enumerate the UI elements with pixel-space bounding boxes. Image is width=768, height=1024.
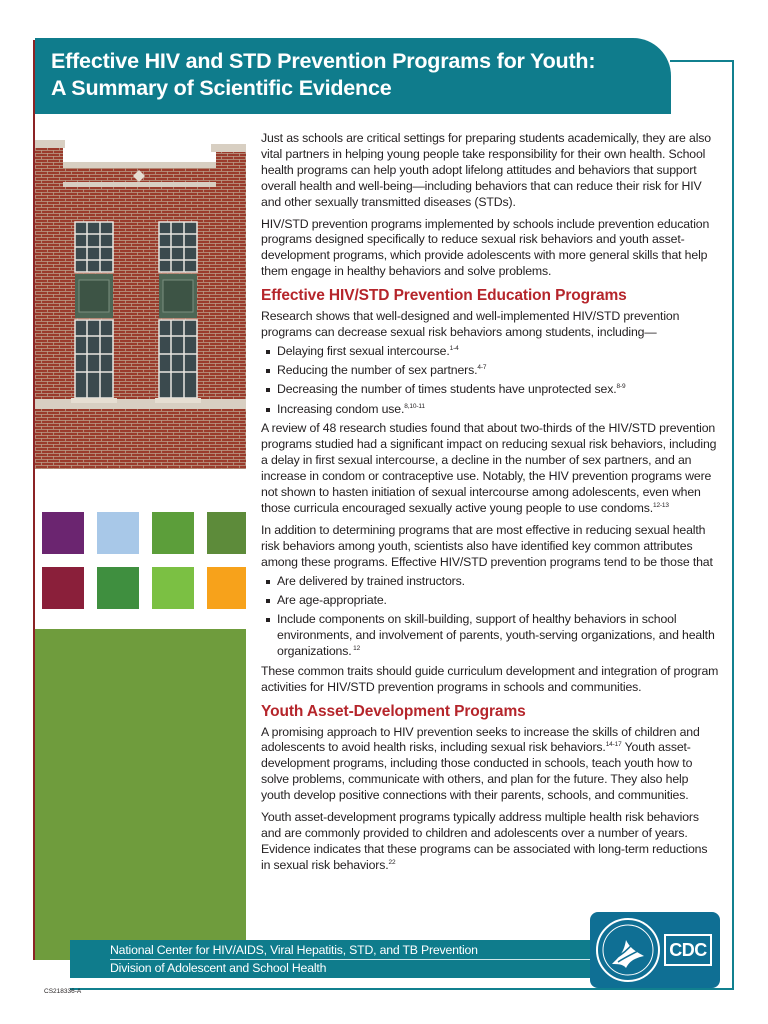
document-code: CS218336-A xyxy=(44,988,82,995)
closing-paragraph: These common traits should guide curriculum development and integration of program activities for HIV/STD prevention programs in schools and communities. xyxy=(261,663,719,694)
page-title xyxy=(51,48,595,102)
list-item: Are delivered by trained instructors. xyxy=(261,574,719,590)
swatch-8 xyxy=(207,567,246,609)
swatch-5 xyxy=(42,567,84,609)
section-heading-education: Effective HIV/STD Prevention Education Programs xyxy=(261,287,627,305)
list-item: Include components on skill-building, support of healthy behaviors in school environments, and involvement of parents, youth-serving organizations, and health organizations. $^{12}$ xyxy=(261,612,719,660)
footer-division-name: Division of Adolescent and School Health xyxy=(110,961,327,975)
header-banner xyxy=(35,38,671,114)
cdc-logo-text: CDC xyxy=(669,940,707,960)
swatch-4 xyxy=(207,512,246,554)
list-item: Decreasing the number of times students have unprotected sex.$^{8-9}$ xyxy=(261,382,719,398)
section1-lead: Research shows that well-designed and well-implemented HIV/STD prevention programs can decrease sexual risk behaviors among students, including— xyxy=(261,309,680,340)
article-body xyxy=(261,131,719,880)
list-item: Reducing the number of sex partners.$^{4-7}$ xyxy=(261,363,719,379)
youth-asset-paragraph-2: Youth asset-development programs typically address multiple health risk behaviors and are commonly provided to children and adolescents over a number of years. Evidence indicates that these programs can be associated with long-term reductions in sexual risk behaviors.$^{22}$ xyxy=(261,810,708,872)
list-item: Delaying first sexual intercourse.$^{1-4}$ xyxy=(261,344,719,360)
list-item: Increasing condom use.$^{8,10-11}$ xyxy=(261,402,719,418)
intro-paragraph-2: HIV/STD prevention programs implemented by schools include prevention education programs designed specifically to reduce sexual risk behaviors and youth asset-development programs, which provide adolescents with more general skills that help them engage in healthy behaviors and solve problems. xyxy=(261,216,710,279)
section-heading-youth-asset: Youth Asset-Development Programs xyxy=(261,702,526,720)
attributes-list xyxy=(261,574,719,660)
frame-line-bottom xyxy=(70,988,734,990)
school-building-photo xyxy=(35,114,246,469)
list-item: Are age-appropriate. xyxy=(261,593,719,609)
cdc-logo-block xyxy=(590,912,720,988)
left-sidebar xyxy=(35,114,246,960)
frame-line-right xyxy=(732,60,734,990)
footer-bar xyxy=(70,940,590,978)
attributes-paragraph: In addition to determining programs that are most effective in reducing sexual health risk behaviors among youth, scientists also have identified key common attributes among these programs. Effective HIV/STD prevention programs tend to be those that xyxy=(261,522,713,569)
youth-asset-paragraph-1: A promising approach to HIV prevention seeks to increase the skills of children and adolescents to avoid health risks, including sexual risk behaviors.$^{14-17}$ Youth asset-development programs, including those conducted in schools, teach youth how to solve problems, communicate with others, and plan for the future. They also help youth develop positive connections with their parents, schools, and communities. xyxy=(261,724,700,803)
footer-divider xyxy=(110,959,590,960)
frame-line-top xyxy=(670,60,734,62)
title-line-2: A Summary of Scientific Evidence xyxy=(51,76,392,100)
title-line-1: Effective HIV and STD Prevention Programs for Youth: xyxy=(51,49,596,73)
risk-behavior-list xyxy=(261,344,719,418)
swatch-2 xyxy=(97,512,139,554)
swatch-7 xyxy=(152,567,194,609)
swatch-6 xyxy=(97,567,139,609)
intro-paragraph-1: Just as schools are critical settings for preparing students academically, they are also vital partners in helping young people take responsibility for their own health. School health programs can help youth adopt lifelong attitudes and behaviors that support overall health and well-being—including behaviors that can reduce their risk for HIV and other sexually transmitted diseases (STDs). xyxy=(261,131,711,209)
green-panel xyxy=(35,629,246,960)
swatch-1 xyxy=(42,512,84,554)
footer-center-name: National Center for HIV/AIDS, Viral Hepatitis, STD, and TB Prevention xyxy=(110,943,478,957)
review-paragraph: A review of 48 research studies found that about two-thirds of the HIV/STD prevention programs studied had a significant impact on reducing sexual risk behaviors, including a delay in first sexual intercourse, a decline in the number of sex partners, and an increase in condom or contraceptive use. Notably, the HIV prevention programs were not shown to hasten initiation of sexual intercourse among adolescents, even when those curricula encouraged sexually active young people to use condoms.$^{12-13}$ xyxy=(261,421,717,516)
color-swatch-grid xyxy=(35,469,246,629)
swatch-3 xyxy=(152,512,194,554)
